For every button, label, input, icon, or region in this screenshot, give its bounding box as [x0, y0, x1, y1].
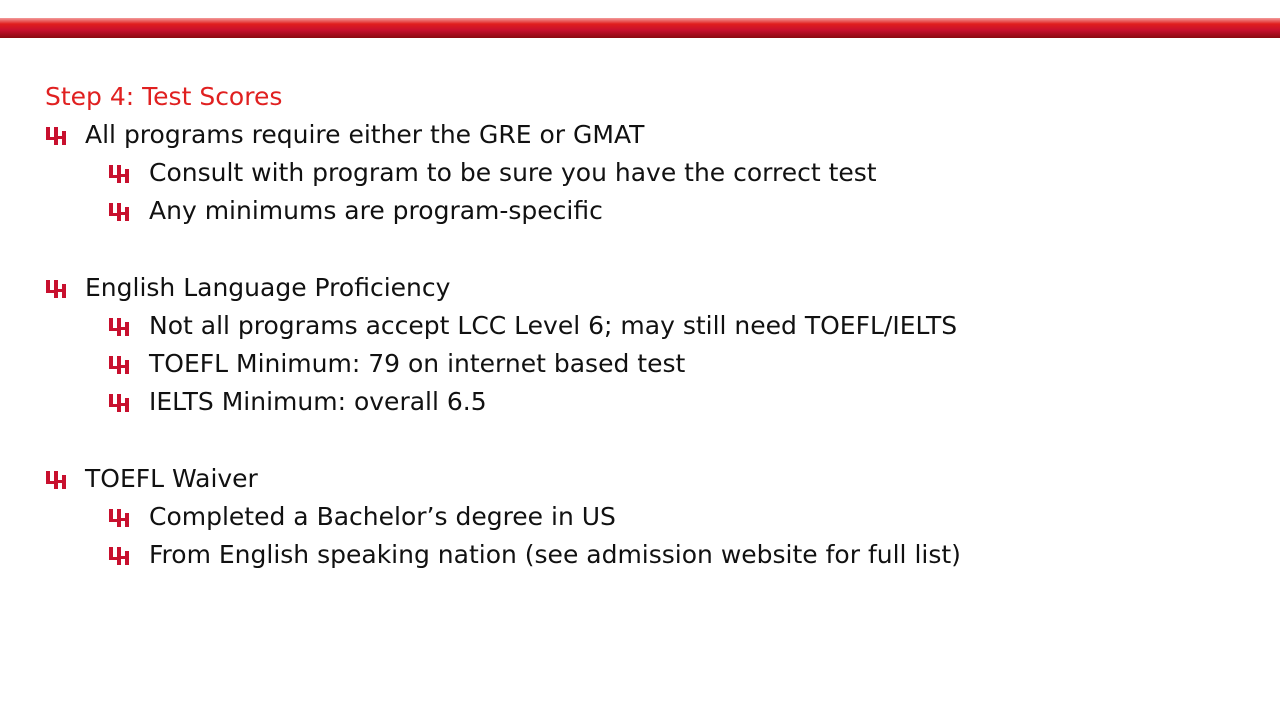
- bullet-level1: [45, 116, 1245, 154]
- uh-logo-icon: [108, 354, 130, 376]
- uh-logo-icon: [45, 125, 67, 147]
- bullet-level1: [45, 269, 1245, 307]
- slide-title: Step 4: Test Scores: [45, 82, 283, 111]
- uh-logo-icon: [108, 392, 130, 414]
- bullet-text: IELTS Minimum: overall 6.5: [149, 387, 487, 416]
- bullet-level1: [45, 460, 1245, 498]
- bullet-text: All programs require either the GRE or GMAT: [85, 120, 645, 149]
- bullet-text: TOEFL Minimum: 79 on internet based test: [149, 349, 686, 378]
- bullet-level2: [45, 536, 1245, 574]
- bullet-level2: [45, 154, 1245, 192]
- uh-logo-icon: [108, 163, 130, 185]
- bullet-text: Consult with program to be sure you have the correct test: [149, 158, 877, 187]
- bullet-text: From English speaking nation (see admission website for full list): [149, 540, 961, 569]
- bullet-text: Any minimums are program-specific: [149, 196, 603, 225]
- header-accent-bar: [0, 18, 1280, 38]
- uh-logo-icon: [108, 545, 130, 567]
- section-spacer: [45, 421, 1245, 460]
- uh-logo-icon: [45, 469, 67, 491]
- section-spacer: [45, 230, 1245, 269]
- uh-logo-icon: [108, 316, 130, 338]
- uh-logo-icon: [108, 507, 130, 529]
- uh-logo-icon: [45, 278, 67, 300]
- slide-content: [45, 78, 1245, 574]
- bullet-level2: [45, 383, 1245, 421]
- bullet-text: Not all programs accept LCC Level 6; may still need TOEFL/IELTS: [149, 311, 958, 340]
- bullet-level2: [45, 192, 1245, 230]
- bullet-level2: [45, 498, 1245, 536]
- bullet-text: TOEFL Waiver: [85, 464, 258, 493]
- bullet-text: Completed a Bachelor’s degree in US: [149, 502, 616, 531]
- uh-logo-icon: [108, 201, 130, 223]
- bullet-level2: [45, 307, 1245, 345]
- bullet-text: English Language Proficiency: [85, 273, 451, 302]
- bullet-level2: [45, 345, 1245, 383]
